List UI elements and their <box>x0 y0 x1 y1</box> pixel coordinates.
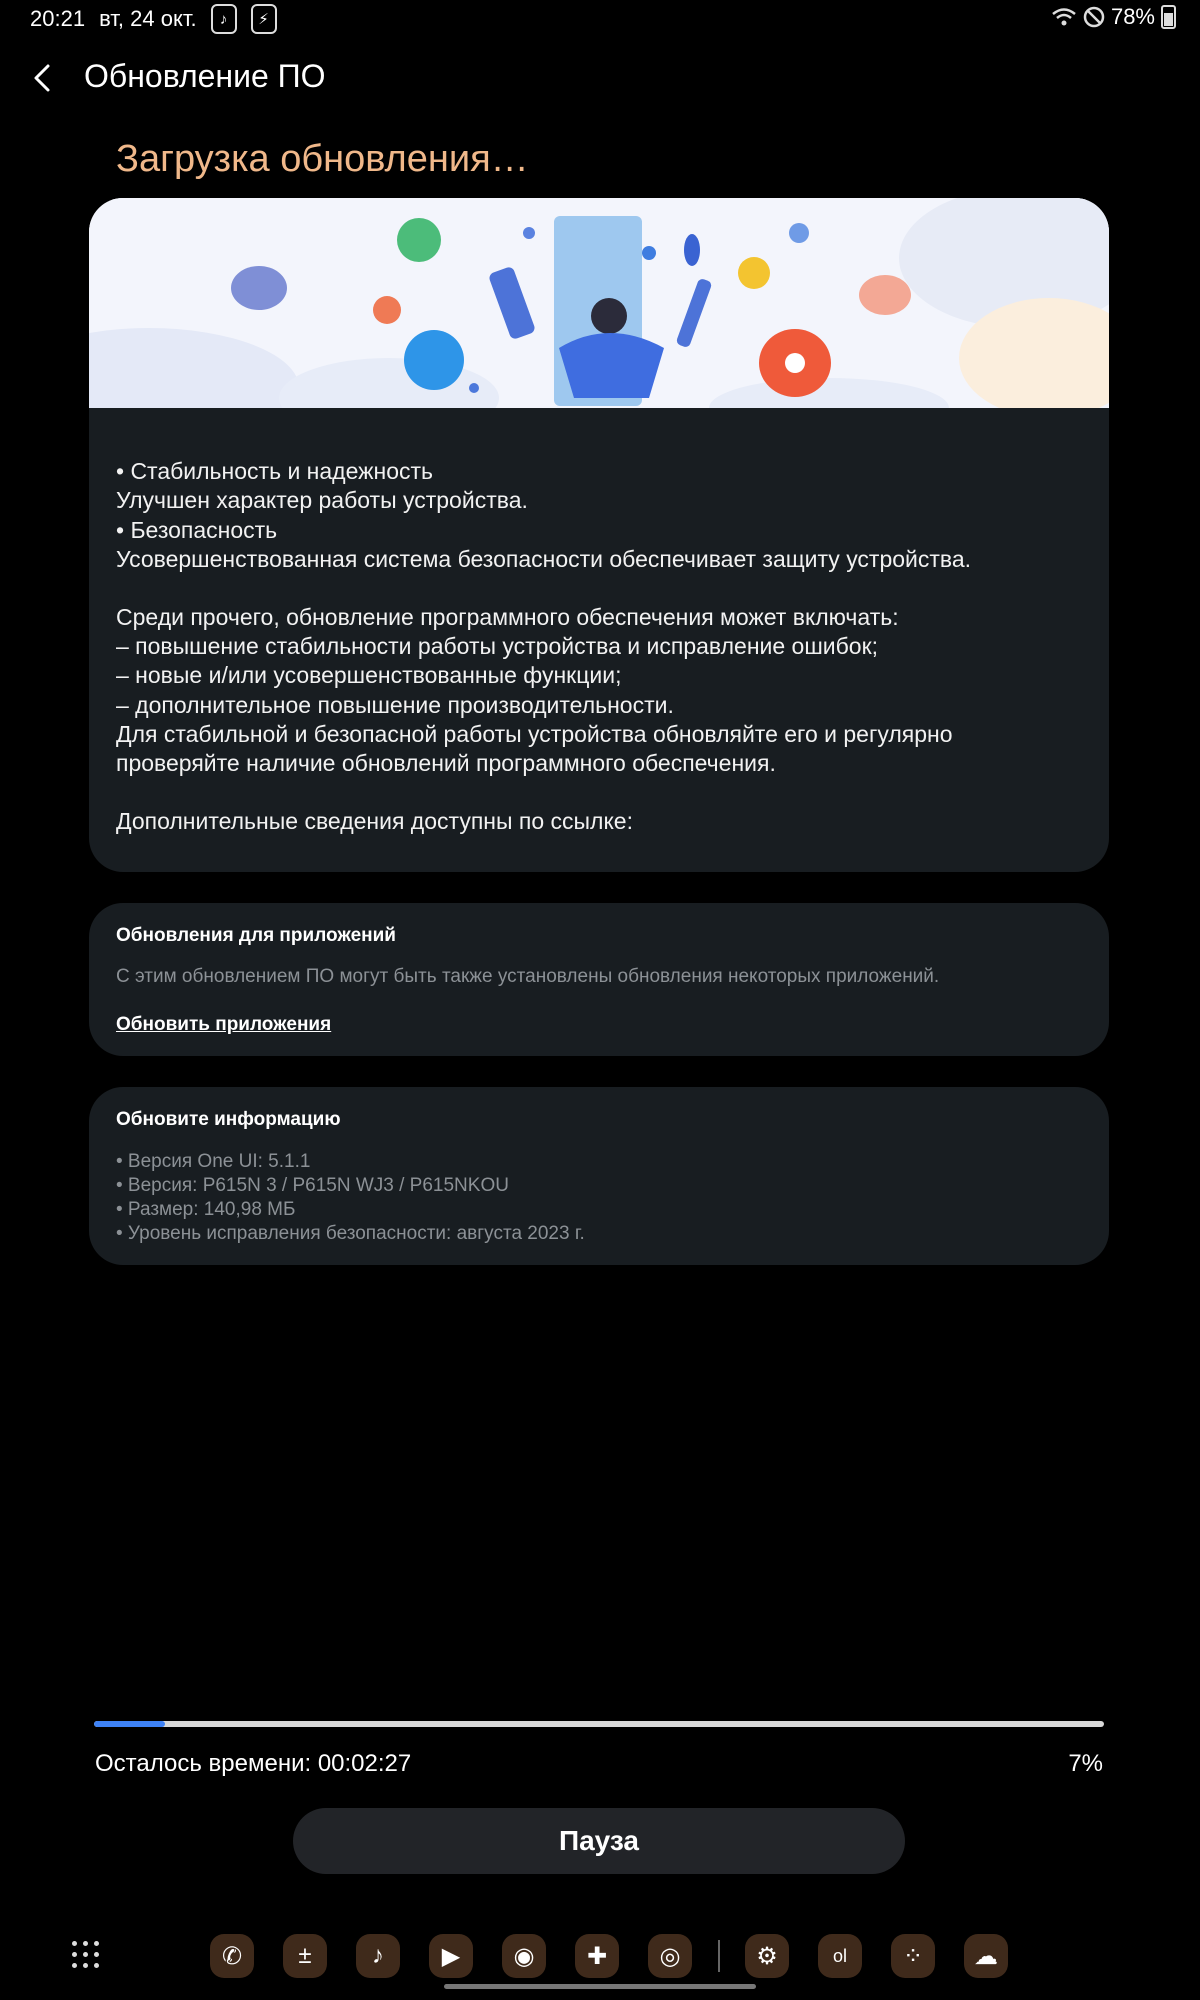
status-bar-left <box>30 4 277 34</box>
release-notes-line: – повышение стабильности работы устройства и исправление ошибок; <box>116 633 879 660</box>
release-notes-line: – дополнительное повышение производительности. <box>116 691 674 718</box>
battery-icon <box>1161 5 1176 29</box>
wifi-icon <box>1051 6 1077 28</box>
dock-divider <box>718 1940 720 1972</box>
release-notes-line: Улучшен характер работы устройства. <box>116 487 528 514</box>
do-not-disturb-icon <box>1083 6 1105 28</box>
chevron-left-icon <box>24 58 64 98</box>
release-notes-line <box>116 574 1086 603</box>
calculator-app-icon[interactable]: ± <box>283 1934 327 1978</box>
update-banner-illustration <box>89 198 1109 408</box>
shield-status-icon: ⚡ <box>251 4 277 34</box>
apps-folder-icon[interactable]: ⁘ <box>891 1934 935 1978</box>
gesture-home-bar[interactable] <box>444 1984 756 1989</box>
info-security-patch: • Уровень исправления безопасности: августа 2023 г. <box>116 1223 585 1244</box>
release-notes-card <box>89 198 1109 872</box>
app-updates-description: С этим обновлением ПО могут быть также установлены обновления некоторых приложений. <box>116 966 940 987</box>
battery-percent: 78% <box>1110 4 1155 29</box>
app-updates-card <box>89 903 1109 1056</box>
music-app-icon[interactable]: ♪ <box>356 1934 400 1978</box>
pause-button[interactable]: Пауза <box>293 1808 905 1874</box>
release-notes-line: Дополнительные сведения доступны по ссылке: <box>116 808 633 835</box>
release-notes-line: • Безопасность <box>116 516 278 543</box>
settings-app-icon[interactable]: ⚙ <box>745 1934 789 1978</box>
info-one-ui-version: • Версия One UI: 5.1.1 <box>116 1151 311 1172</box>
olx-app-icon[interactable]: ol <box>818 1934 862 1978</box>
chrome-app-icon[interactable]: ◎ <box>648 1934 692 1978</box>
app-drawer-icon[interactable] <box>72 1941 100 1969</box>
app-updates-title: Обновления для приложений <box>116 925 396 946</box>
release-notes-line: Для стабильной и безопасной работы устройства обновляйте его и регулярно <box>116 720 953 747</box>
youtube-app-icon[interactable]: ▶ <box>429 1934 473 1978</box>
messages-app-icon[interactable]: ✚ <box>575 1934 619 1978</box>
download-progress-bar <box>94 1721 1104 1727</box>
camera-app-icon[interactable]: ◉ <box>502 1934 546 1978</box>
clock: 20:21 <box>30 6 86 31</box>
info-size: • Размер: 140,98 МБ <box>116 1199 296 1220</box>
update-info-card <box>89 1087 1109 1265</box>
update-apps-link[interactable]: Обновить приложения <box>116 1014 332 1035</box>
download-status-heading: Загрузка обновления… <box>116 138 529 180</box>
date: вт, 24 окт. <box>99 6 197 31</box>
update-info-title: Обновите информацию <box>116 1109 341 1130</box>
back-button[interactable] <box>24 58 64 98</box>
status-bar-right <box>1051 4 1176 30</box>
phone-app-icon[interactable]: ✆ <box>210 1934 254 1978</box>
download-progress-fill <box>94 1721 165 1727</box>
release-notes-line: Среди прочего, обновление программного обеспечения может включать: <box>116 604 899 631</box>
release-notes-line: – новые и/или усовершенствованные функции; <box>116 662 622 689</box>
time-remaining: Осталось времени: 00:02:27 <box>95 1750 412 1777</box>
release-notes-line: проверяйте наличие обновлений программного обеспечения. <box>116 750 776 777</box>
release-notes-line: • Стабильность и надежность <box>116 458 434 485</box>
music-status-icon: ♪ <box>211 4 237 34</box>
release-notes-line <box>116 778 1086 807</box>
weather-app-icon[interactable]: ☁ <box>964 1934 1008 1978</box>
progress-percent: 7% <box>1068 1750 1103 1777</box>
info-firmware-version: • Версия: P615N 3 / P615N WJ3 / P615NKOU <box>116 1175 509 1196</box>
release-notes-line: Усовершенствованная система безопасности обеспечивает защиту устройства. <box>116 545 972 572</box>
page-title: Обновление ПО <box>84 58 326 94</box>
release-notes-text <box>116 428 1086 866</box>
